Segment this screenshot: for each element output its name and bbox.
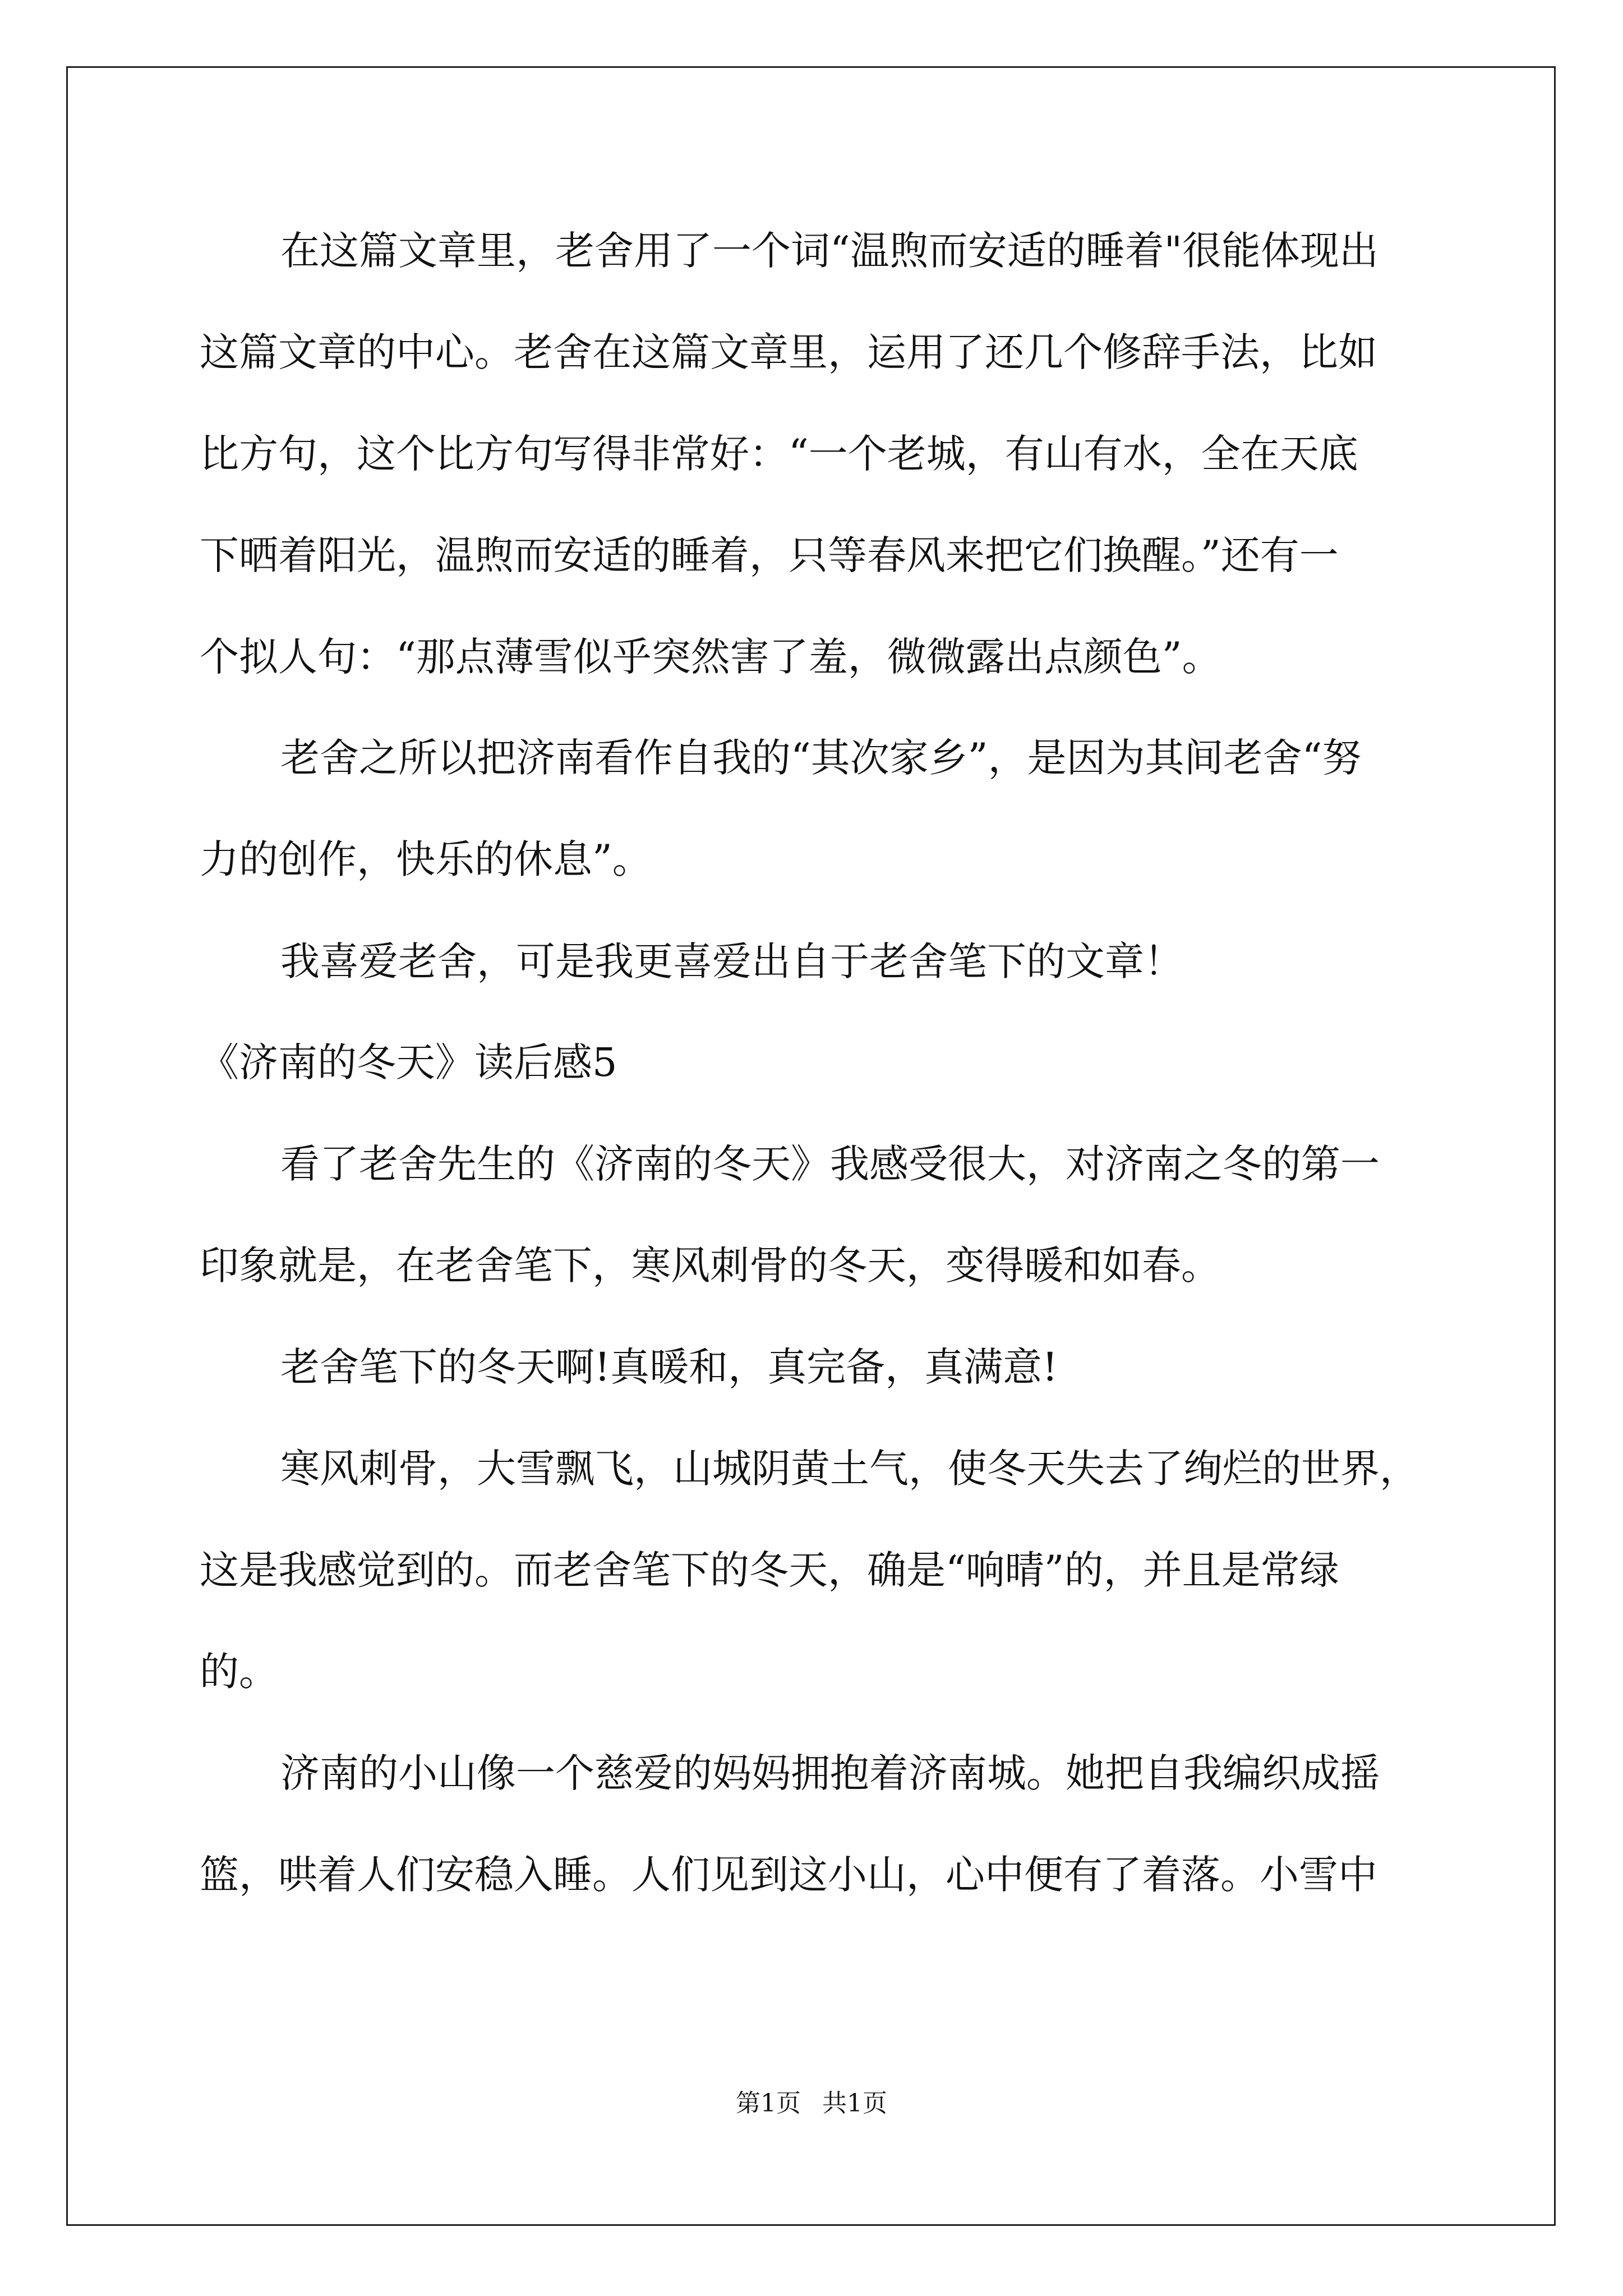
text-line-12: 老舍笔下的冬天啊!真暖和，真完备，真满意! [280,1344,1058,1390]
text-line-6: 老舍之所以把济南看作自我的“其次家乡”，是因为其间老舍“努 [280,735,1362,781]
text-line-5: 个拟人句：“那点薄雪似乎突然害了羞，微微露出点颜色”。 [200,634,1221,680]
text-line-16: 济南的小山像一个慈爱的妈妈拥抱着济南城。她把自我编织成摇 [280,1750,1380,1796]
text-line-7: 力的创作，快乐的休息”。 [200,836,652,882]
section-heading: 《济南的冬天》读后感5 [200,1039,617,1085]
page-total: 共1页 [822,2089,887,2118]
text-line-8: 我喜爱老舍，可是我更喜爱出自于老舍笔下的文章！ [280,938,1183,984]
text-line-1: 在这篇文章里，老舍用了一个词“温煦而安适的睡着"很能体现出 [280,228,1378,274]
text-line-10: 看了老舍先生的《济南的冬天》我感受很大，对济南之冬的第一 [280,1141,1380,1187]
text-line-11: 印象就是，在老舍笔下，寒风刺骨的冬天，变得暖和如春。 [200,1243,1220,1289]
page-number: 第1页 [736,2089,801,2118]
text-line-17: 篮，哄着人们安稳入睡。人们见到这小山，心中便有了着落。小雪中 [200,1852,1377,1898]
text-line-4: 下晒着阳光，温煦而安适的睡着，只等春风来把它们换醒。”还有一 [200,532,1339,578]
text-line-2: 这篇文章的中心。老舍在这篇文章里，运用了还几个修辞手法，比如 [200,329,1377,375]
text-line-15: 的。 [200,1649,278,1695]
page-footer [0,2087,1623,2120]
text-line-14: 这是我感觉到的。而老舍笔下的冬天，确是“响晴”的，并且是常绿 [200,1547,1339,1593]
text-line-13: 寒风刺骨，大雪飘飞，山城阴黄土气，使冬天失去了绚烂的世界， [280,1446,1419,1492]
text-line-3: 比方句，这个比方句写得非常好：“一个老城，有山有水，全在天底 [200,431,1358,477]
